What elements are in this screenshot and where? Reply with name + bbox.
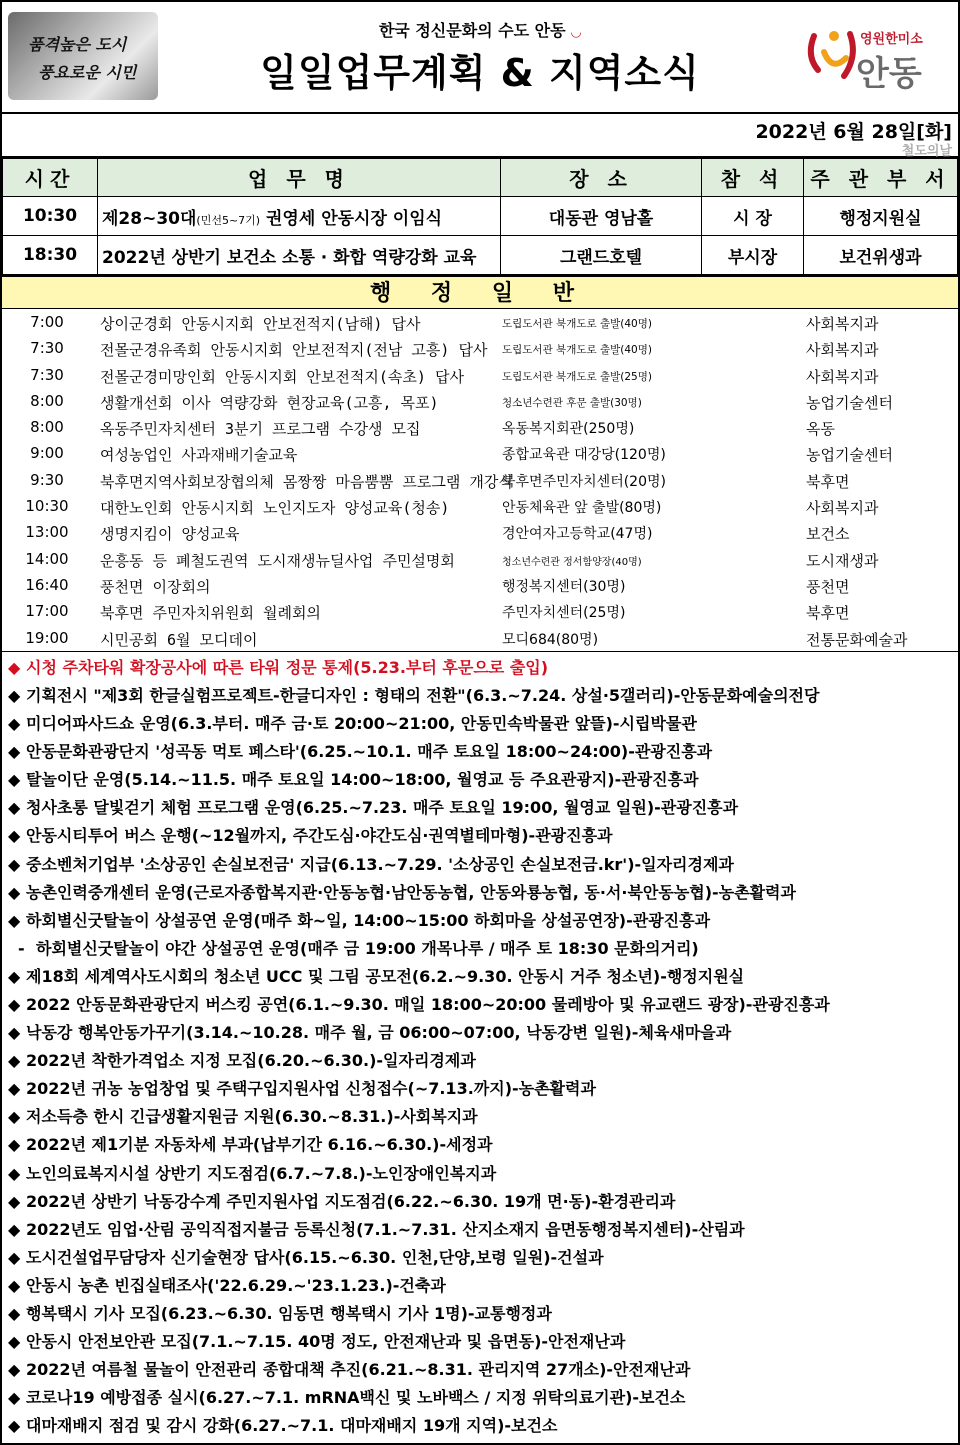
admin-row [2,440,958,466]
notice-text: 행복택시 기사 모집(6.23.~6.30. 임동면 행복택시 기사 1명)-교통행정과 [26,1304,552,1324]
diamond-bullet-icon: ◆ [8,742,21,762]
schedule-title [98,236,501,275]
notice-item [2,1244,958,1272]
notice-item [2,1075,958,1103]
notice-text: 2022 안동문화관광단지 버스킹 공연(6.1.~9.30. 매일 18:00~20:00 물레방아 및 유교랜드 광장)-관광진흥과 [26,994,830,1014]
notice-item [2,766,958,794]
page-title: 일일업무계획 & 지역소식 [260,51,700,95]
diamond-bullet-icon: ◆ [8,1332,21,1352]
admin-row [2,519,958,545]
notice-item [2,1300,958,1328]
schedule-title-rest: 권영세 안동시장 이임식 [260,208,443,229]
diamond-bullet-icon: ◆ [8,685,21,705]
schedule-time: 10:30 [3,197,98,236]
admin-time: 10:30 [25,497,69,516]
admin-title: 생활개선회 이사 역량강화 현장교육(고흥, 목포) [100,393,439,412]
schedule-row [3,236,958,275]
notice-list [2,652,958,1441]
schedule-place: 그랜드호텔 [501,236,702,275]
header [2,2,958,114]
notice-text: 탈놀이단 운영(5.14.~11.5. 매주 토요일 14:00~18:00, 월영교 등 주요관광지)-관광진흥과 [26,770,699,790]
admin-place: 청소년수련관 정서함양장(40명) [502,556,642,568]
date-row [2,114,958,158]
schedule-place: 대동관 영남홀 [501,197,702,236]
schedule-title-main: 제28~30대 [102,208,197,229]
schedule-attendee: 시 장 [702,197,804,236]
admin-title: 시민공회 6월 모디데이 [100,630,258,649]
notice-item [2,738,958,766]
header-department: 주 관 부 서 [804,159,958,197]
schedule-department: 행정지원실 [804,197,958,236]
notice-text: 농촌인력중개센터 운영(근로자종합복지관·안동농협·남안동농협, 안동와룡농협, 동·서·북안동농협)-농촌활력과 [26,882,796,902]
notice-text: 안동문화관광단지 '성곡동 먹토 페스타'(6.25.~10.1. 매주 토요일 18:00~24:00)-관광진흥과 [26,742,713,762]
admin-time: 17:00 [25,602,69,621]
admin-department: 사회복지과 [806,367,879,386]
admin-row [2,493,958,519]
notice-item [2,1412,958,1440]
schedule-department: 보건위생과 [804,236,958,275]
diamond-bullet-icon: ◆ [8,1079,21,1099]
notice-item [2,1188,958,1216]
admin-time: 9:30 [30,470,64,489]
diamond-bullet-icon: ◆ [8,1191,21,1211]
admin-place: 행정복지센터(30명) [502,578,626,595]
admin-place: 북후면주민자치센터(20명) [502,473,666,490]
diamond-bullet-icon: ◆ [8,1275,21,1295]
admin-department: 보건소 [806,525,850,544]
diamond-bullet-icon: ◆ [8,770,21,790]
schedule-attendee: 부시장 [702,236,804,275]
admin-place: 안동체육관 앞 출발(80명) [502,500,662,517]
admin-place: 주민자치센터(25명) [502,605,626,622]
admin-time: 8:00 [30,391,64,410]
admin-row [2,335,958,361]
andong-logo [804,22,944,92]
admin-title: 운흥동 등 폐철도권역 도시재생뉴딜사업 주민설명회 [100,551,455,570]
schedule-title [98,197,501,236]
notice-item [2,1272,958,1300]
diamond-bullet-icon: ◆ [8,1416,21,1436]
notice-text: 대마재배지 점검 및 감시 강화(6.27.~7.1. 대마재배지 19개 지역)-보건소 [26,1416,558,1436]
admin-time: 14:00 [25,549,69,568]
notice-item [2,1384,958,1412]
admin-row [2,414,958,440]
notice-text: 2022년 착한가격업소 지정 모집(6.20.~6.30.)-일자리경제과 [26,1051,476,1071]
schedule-title-main: 2022년 상반기 보건소 소통 · 화합 역량강화 교육 [102,247,477,268]
admin-department: 옥동 [806,420,835,439]
notice-text: 안동시 농촌 빈집실태조사('22.6.29.~'23.1.23.)-건축과 [26,1275,446,1295]
diamond-bullet-icon: ◆ [8,714,21,734]
notice-text: 기획전시 "제3회 한글실험프로젝트-한글디자인 : 형태의 전환"(6.3.~7.24. 상설·5갤러리)-안동문화예술의전당 [26,685,820,705]
diamond-bullet-icon: ◆ [8,966,21,986]
header-place: 장 소 [501,159,702,197]
diamond-bullet-icon: ◆ [8,1247,21,1267]
admin-department: 도시재생과 [806,551,879,570]
admin-row [2,467,958,493]
diamond-bullet-icon: ◆ [8,882,21,902]
admin-title: 풍천면 이장회의 [100,577,211,596]
anniversary-text: 철도의날 [901,144,952,159]
notice-text: 안동시티투어 버스 운행(~12월까지, 주간도심·야간도심·권역별테마형)-관광진흥과 [26,826,613,846]
diamond-bullet-icon: ◆ [8,854,21,874]
schedule-table [2,158,958,275]
andong-logo-icon [804,26,860,86]
notice-text: 낙동강 행복안동가꾸기(3.14.~10.28. 매주 월, 금 06:00~07:00, 낙동강변 일원)-체육새마을과 [26,1023,732,1043]
admin-row [2,625,958,651]
notice-item [2,879,958,907]
admin-title: 옥동주민자치센터 3분기 프로그램 수강생 모집 [100,420,421,439]
notice-text: 2022년 여름철 물놀이 안전관리 종합대책 추진(6.21.~8.31. 관리지역 27개소)-안전재난과 [26,1360,691,1380]
notice-text: 2022년도 임업·산림 공익직접지불금 등록신청(7.1.~7.31. 산지소재지 읍면동행정복지센터)-산림과 [26,1219,745,1239]
admin-department: 북후면 [806,472,850,491]
notice-item [2,907,958,935]
diamond-bullet-icon: ◆ [8,910,21,930]
notice-item [2,1216,958,1244]
admin-time: 13:00 [25,523,69,542]
admin-department: 농업기술센터 [806,393,893,412]
diamond-bullet-icon: ◆ [8,798,21,818]
admin-department: 사회복지과 [806,315,879,333]
admin-time: 7:30 [30,339,64,358]
diamond-bullet-icon: ◆ [8,994,21,1014]
notice-text: 2022년 제1기분 자동차세 부과(납부기간 6.16.~6.30.)-세정과 [26,1135,493,1155]
notice-text: 하회별신굿탈놀이 야간 상설공연 운영(매주 금 19:00 개목나루 / 매주 토 18:30 문화의거리) [36,938,699,958]
admin-time: 8:00 [30,418,64,437]
admin-title: 상이군경회 안동시지회 안보전적지(남해) 답사 [100,315,421,333]
admin-row [2,362,958,388]
notice-text: 미디어파사드쇼 운영(6.3.부터. 매주 금·토 20:00~21:00, 안동민속박물관 앞뜰)-시립박물관 [26,714,697,734]
admin-place: 경안여자고등학교(47명) [502,526,653,543]
notice-item [2,682,958,710]
diamond-bullet-icon: ◆ [8,1107,21,1127]
admin-place: 도립도서관 북개도로 출발(40명) [502,344,652,357]
notice-item [2,1047,958,1075]
diamond-bullet-icon: ◆ [8,1051,21,1071]
schedule-header-row [3,159,958,197]
notice-item [2,654,958,682]
notice-text: 제18회 세계역사도시회의 청소년 UCC 및 그림 공모전(6.2.~9.30. 안동시 거주 청소년)-행정지원실 [26,966,745,986]
schedule-time: 18:30 [3,236,98,275]
admin-place: 도립도서관 북개도로 출발(25명) [502,370,652,383]
admin-time: 7:30 [30,365,64,384]
admin-row [2,546,958,572]
admin-department: 사회복지과 [806,341,879,360]
admin-title: 생명지킴이 양성교육 [100,525,240,544]
notice-text: 저소득층 한시 긴급생활지원금 지원(6.30.~8.31.)-사회복지과 [26,1107,478,1127]
admin-list [2,309,958,652]
date-text: 2022년 6월 28일[화] [755,121,952,143]
diamond-bullet-icon: ◆ [8,1135,21,1155]
notice-text: 코로나19 예방접종 실시(6.27.~7.1. mRNA백신 및 노바백스 / 지정 위탁의료기관)-보건소 [26,1388,686,1408]
notice-item [2,851,958,879]
motto-line-1: 품격높은 도시 [28,35,127,54]
schedule-title-small: (민선5~7기) [196,213,261,227]
diamond-bullet-icon: ◆ [8,1360,21,1380]
admin-place: 옥동복지회관(250명) [502,421,635,438]
admin-row [2,309,958,335]
notice-item [2,710,958,738]
notice-text: 도시건설업무담당자 신기술현장 답사(6.15.~6.30. 인천,단양,보령 일원)-건설과 [26,1247,604,1267]
motto-line-2: 풍요로운 시민 [38,63,137,82]
admin-department: 농업기술센터 [806,446,893,465]
diamond-bullet-icon: ◆ [8,826,21,846]
notice-item [2,822,958,850]
notice-text: 안동시 안전보안관 모집(7.1.~7.15. 40명 정도, 안전재난과 및 읍면동)-안전재난과 [26,1332,626,1352]
notice-item [2,1019,958,1047]
header-task: 업 무 명 [98,159,501,197]
diamond-bullet-icon: ◆ [8,1219,21,1239]
admin-title: 전몰군경미망인회 안동시지회 안보전적지(속초) 답사 [100,367,464,386]
notice-item [2,1160,958,1188]
logo-name: 안동 [856,54,922,94]
notice-item [2,1131,958,1159]
admin-row [2,388,958,414]
notice-item [2,1103,958,1131]
notice-item [2,1356,958,1384]
notice-text: 시청 주차타워 확장공사에 따른 타워 정문 통제(5.23.부터 후문으로 출입) [26,657,549,677]
diamond-bullet-icon: ◆ [8,1388,21,1408]
admin-time: 16:40 [25,575,69,594]
admin-department: 풍천면 [806,577,850,596]
diamond-bullet-icon: ◆ [8,657,21,677]
admin-title: 대한노인회 안동시지회 노인지도자 양성교육(청송) [100,499,450,518]
admin-place: 도립도서관 북개도로 출발(40명) [502,318,652,330]
logo-slogan: 영원한미소 [860,32,923,47]
admin-row [2,572,958,598]
notice-text: 노인의료복지시설 상반기 지도점검(6.7.~7.8.)-노인장애인복지과 [26,1163,497,1183]
notice-text: 하회별신굿탈놀이 상설공연 운영(매주 화~일, 14:00~15:00 하회마을 상설공연장)-관광진흥과 [26,910,711,930]
admin-place: 종합교육관 대강당(120명) [502,447,666,464]
admin-time: 9:00 [30,444,64,463]
admin-title: 전몰군경유족회 안동시지회 안보전적지(전남 고흥) 답사 [100,341,488,360]
notice-text: 중소벤처기업부 '소상공인 손실보전금' 지급(6.13.~7.29. '소상공인 손실보전금.kr')-일자리경제과 [26,854,734,874]
schedule-row [3,197,958,236]
diamond-bullet-icon: ◆ [8,1163,21,1183]
notice-text: 2022년 상반기 낙동강수계 주민지원사업 지도점검(6.22.~6.30. 19개 면·동)-환경관리과 [26,1191,676,1211]
notice-text: 청사초롱 달빛걷기 체험 프로그램 운영(6.25.~7.23. 매주 토요일 19:00, 월영교 일원)-관광진흥과 [26,798,739,818]
admin-time: 19:00 [25,628,69,647]
notice-text: 2022년 귀농 농업창업 및 주택구입지원사업 신청접수(~7.13.까지)-농촌활력과 [26,1079,596,1099]
notice-item [2,991,958,1019]
subtitle-text: 한국 정신문화의 수도 안동 [378,21,566,40]
admin-department: 북후면 [806,604,850,623]
admin-department: 사회복지과 [806,499,879,518]
header-time: 시간 [3,159,98,197]
section-heading-admin: 행 정 일 반 [2,275,958,309]
diamond-bullet-icon: ◆ [8,1023,21,1043]
admin-title: 북후면지역사회보장협의체 몸짱짱 마음뿜뿜 프로그램 개강식 [100,472,513,491]
notice-item [2,963,958,991]
admin-row [2,598,958,624]
admin-title: 북후면 주민자치위원회 월례회의 [100,604,321,623]
dash-bullet-icon: - [18,938,25,958]
admin-department: 전통문화예술과 [806,630,908,649]
admin-title: 여성농업인 사과재배기술교육 [100,446,298,465]
notice-item [2,935,958,963]
admin-time: 7:00 [30,313,64,331]
smile-icon: ◡ [571,25,582,40]
notice-item [2,794,958,822]
admin-place: 모디684(80명) [502,631,599,648]
header-attendee: 참 석 [702,159,804,197]
notice-item [2,1328,958,1356]
admin-place: 청소년수련관 후문 출발(30명) [502,396,642,409]
diamond-bullet-icon: ◆ [8,1304,21,1324]
